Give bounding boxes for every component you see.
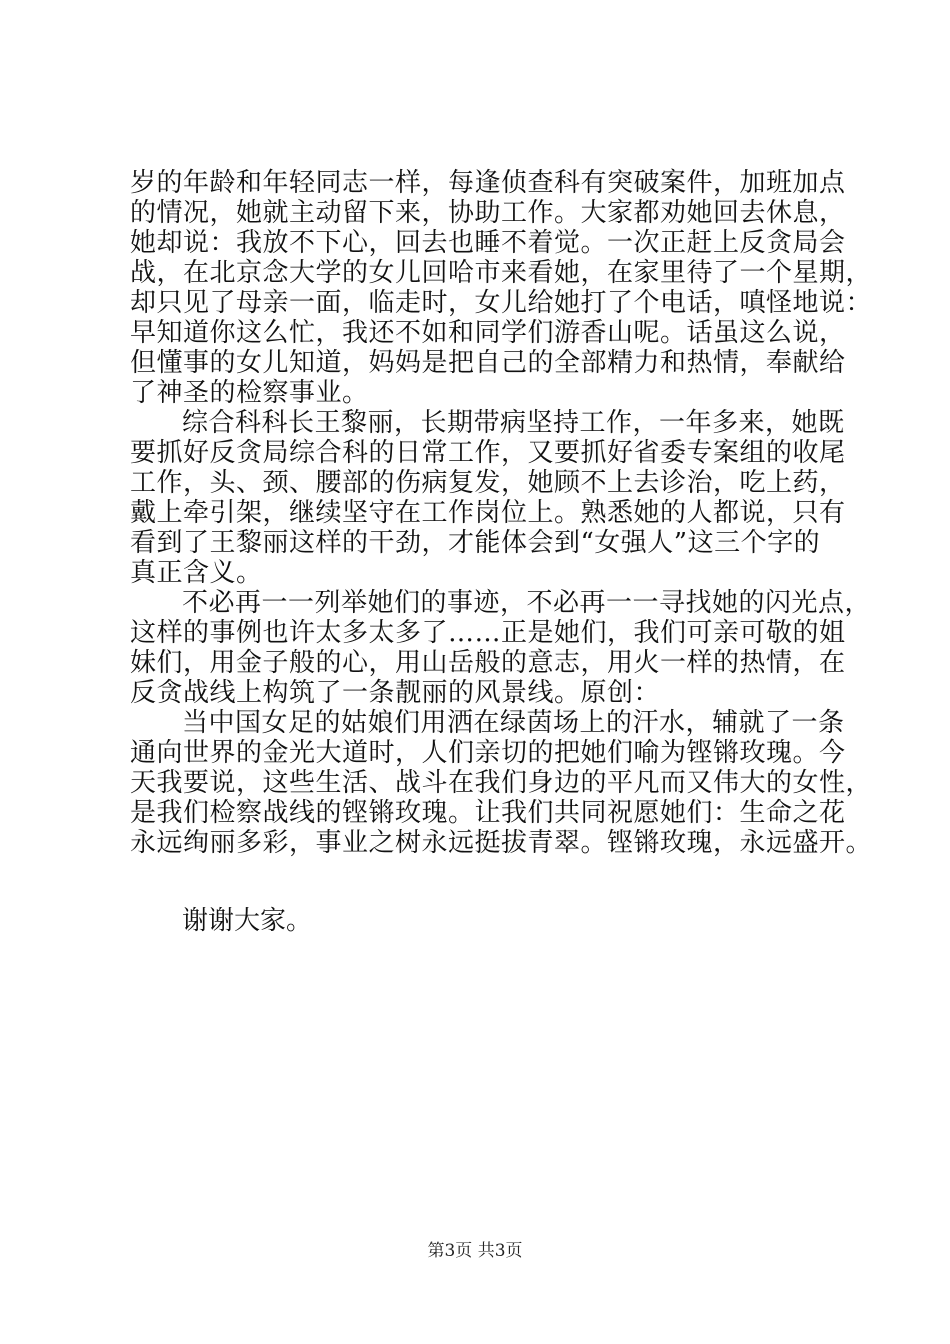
text-line: 是我们检察战线的铿锵玫瑰。让我们共同祝愿她们：生命之花 [130,798,846,828]
text-line: 岁的年龄和年轻同志一样，每逢侦查科有突破案件，加班加点 [130,168,846,198]
text-line: 反贪战线上构筑了一条靓丽的风景线。原创： [130,678,661,708]
text-line: 戴上牵引架，继续坚守在工作岗位上。熟悉她的人都说，只有 [130,498,846,528]
text-line: 要抓好反贪局综合科的日常工作，又要抓好省委专案组的收尾 [130,438,846,468]
text-line: 通向世界的金光大道时，人们亲切的把她们喻为铿锵玫瑰。今 [130,738,846,768]
text-line: 永远绚丽多彩，事业之树永远挺拔青翠。铿锵玫瑰，永远盛开。 [130,828,873,858]
text-line: 工作，头、颈、腰部的伤病复发，她顾不上去诊治，吃上药， [130,468,846,498]
paragraph-2 [130,408,846,588]
text-line: 真正含义。 [130,558,263,588]
text-line: 当中国女足的姑娘们用洒在绿茵场上的汗水，辅就了一条 [182,708,845,738]
text-line: 战，在北京念大学的女儿回哈市来看她，在家里待了一个星期， [130,258,873,288]
page-footer: 第3页 共3页 [427,1241,523,1261]
closing-text: 谢谢大家。 [182,906,313,936]
text-line: 早知道你这么忙，我还不如和同学们游香山呢。话虽这么说， [130,318,846,348]
text-line: 天我要说，这些生活、战斗在我们身边的平凡而又伟大的女性， [130,768,873,798]
document-body [130,168,873,858]
paragraph-3 [130,588,872,708]
text-line: 看到了王黎丽这样的干劲，才能体会到“女强人”这三个字的 [130,528,821,558]
text-line: 了神圣的检察事业。 [130,378,369,408]
text-line: 但懂事的女儿知道，妈妈是把自己的全部精力和热情，奉献给 [130,348,846,378]
paragraph-4 [130,708,873,858]
text-line: 不必再一一列举她们的事迹，不必再一一寻找她的闪光点， [182,588,872,618]
text-line: 这样的事例也许太多太多了……正是她们，我们可亲可敬的姐 [130,618,846,648]
text-line: 却只见了母亲一面，临走时，女儿给她打了个电话，嗔怪地说： [130,288,873,318]
paragraph-1 [130,168,873,408]
text-line: 妹们，用金子般的心，用山岳般的意志，用火一样的热情，在 [130,648,846,678]
text-line: 的情况，她就主动留下来，协助工作。大家都劝她回去休息， [130,198,846,228]
text-line: 她却说：我放不下心，回去也睡不着觉。一次正赶上反贪局会 [130,228,846,258]
text-line: 综合科科长王黎丽，长期带病坚持工作，一年多来，她既 [182,408,845,438]
